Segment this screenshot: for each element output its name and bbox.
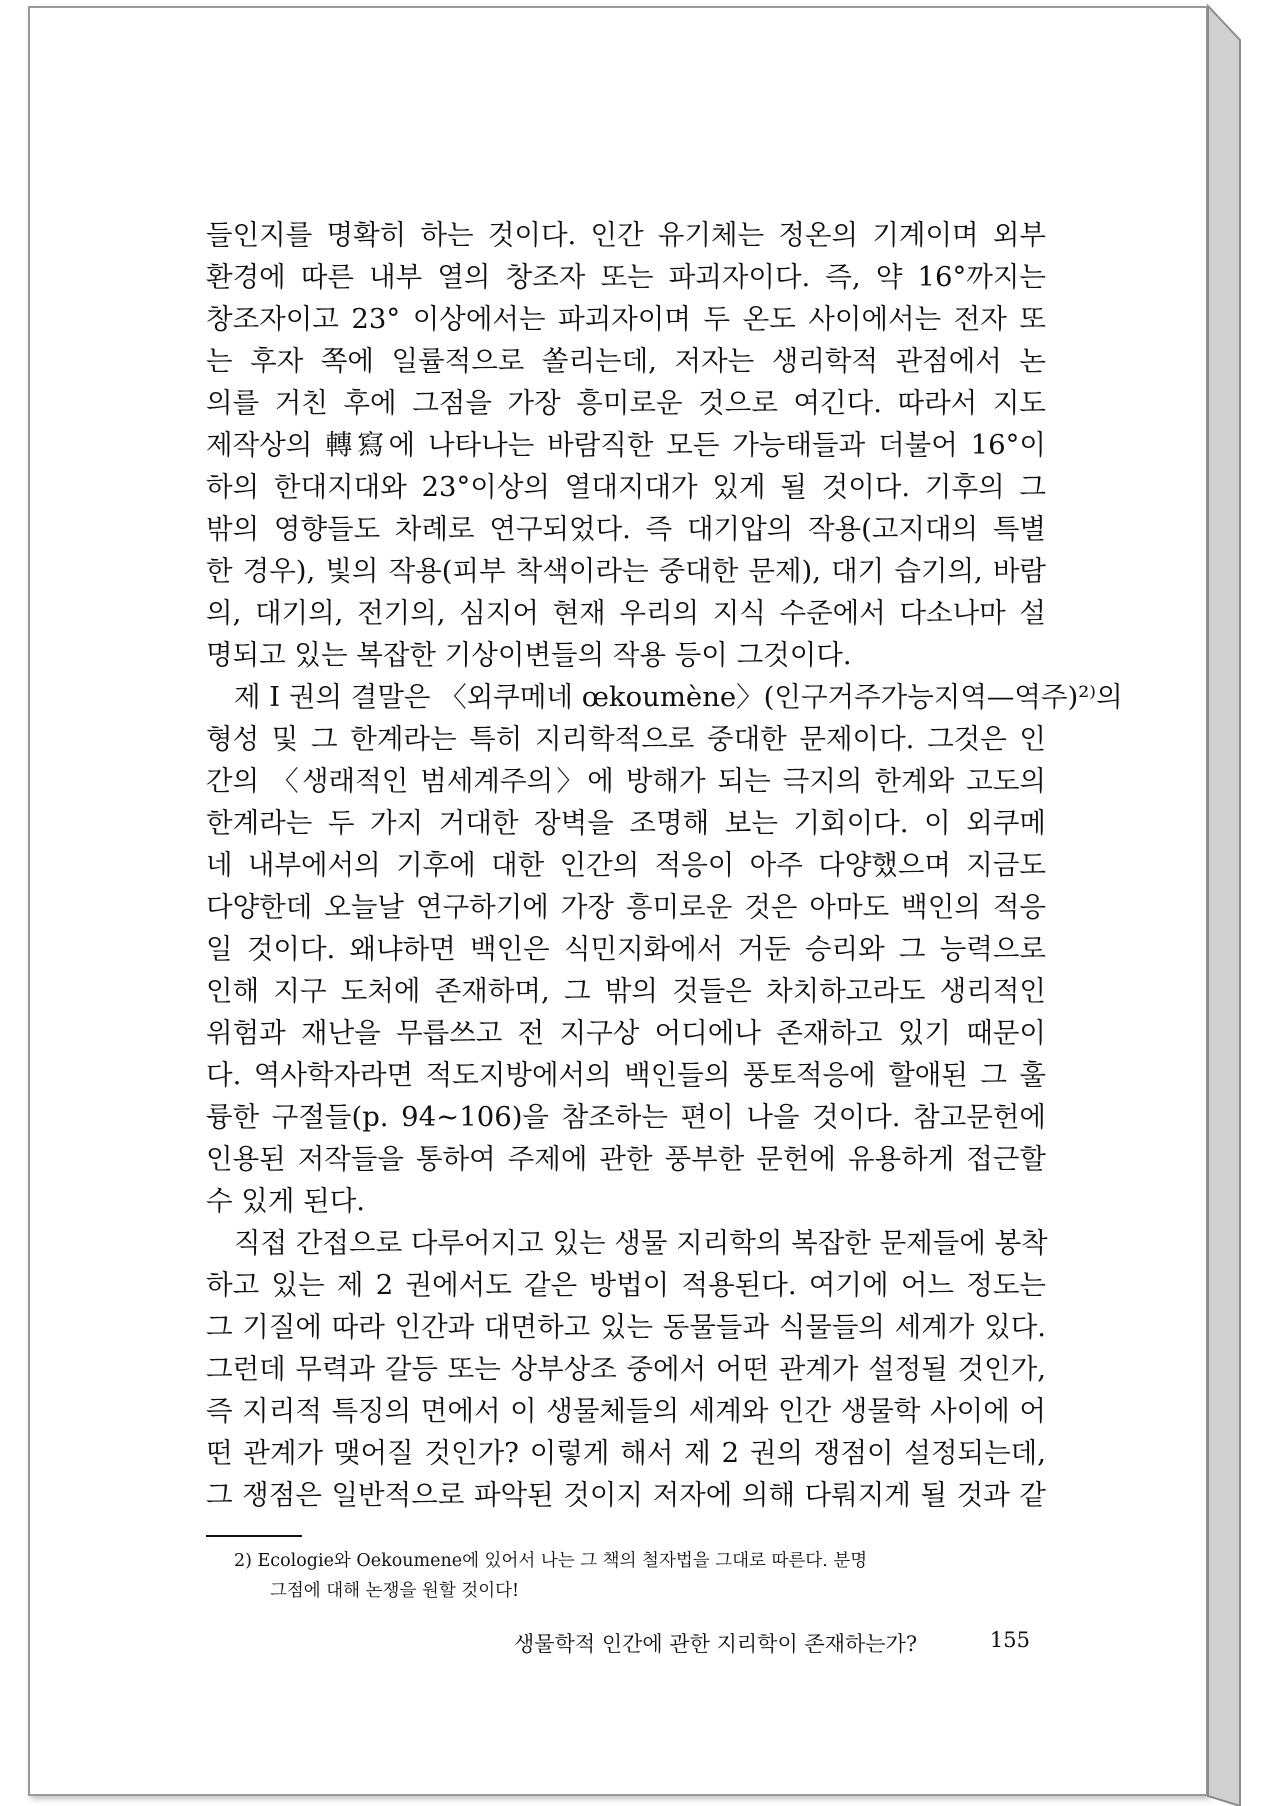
text-line: 떤 관계가 맺어질 것인가? 이렇게 해서 제 2 권의 쟁점이 설정되는데,: [206, 1437, 1046, 1469]
running-title: 생물학적 인간에 관한 지리학이 존재하는가?: [514, 1632, 918, 1656]
text-line: 그 기질에 따라 인간과 대면하고 있는 동물들과 식물들의 세계가 있다.: [206, 1311, 1046, 1343]
text-line: 의를 거친 후에 그점을 가장 흥미로운 것으로 여긴다. 따라서 지도: [206, 387, 1046, 419]
footnote-line: 2) Ecologie와 Oekoumene에 있어서 나는 그 책의 철자법을 그대로 따른다. 분명: [234, 1551, 868, 1571]
text-line: 한 경우), 빛의 작용(피부 착색이라는 중대한 문제), 대기 습기의, 바람: [206, 555, 1046, 587]
text-line: 형성 및 그 한계라는 특히 지리학적으로 중대한 문제이다. 그것은 인: [206, 723, 1046, 755]
text-line: 인해 지구 도처에 존재하며, 그 밖의 것들은 차치하고라도 생리적인: [206, 975, 1046, 1007]
text-line: 한계라는 두 가지 거대한 장벽을 조명해 보는 기회이다. 이 외쿠메: [206, 807, 1046, 839]
text-line: 위험과 재난을 무릅쓰고 전 지구상 어디에나 존재하고 있기 때문이: [206, 1017, 1046, 1049]
text-line: 다. 역사학자라면 적도지방에서의 백인들의 풍토적응에 할애된 그 훌: [206, 1059, 1046, 1091]
text-line: 네 내부에서의 기후에 대한 인간의 적응이 아주 다양했으며 지금도: [206, 849, 1046, 881]
text-line: 륭한 구절들(p. 94~106)을 참조하는 편이 나을 것이다. 참고문헌에: [206, 1101, 1046, 1133]
text-line: 환경에 따른 내부 열의 창조자 또는 파괴자이다. 즉, 약 16°까지는: [206, 261, 1046, 293]
text-line: 다양한데 오늘날 연구하기에 가장 흥미로운 것은 아마도 백인의 적응: [206, 891, 1046, 923]
text-line: 창조자이고 23° 이상에서는 파괴자이며 두 온도 사이에서는 전자 또: [206, 303, 1046, 335]
text-line: 명되고 있는 복잡한 기상이변들의 작용 등이 그것이다.: [206, 639, 852, 671]
text-line: 제 I 권의 결말은 〈외쿠메네 œkoumène〉(인구거주가능지역—역주)²⁾의: [234, 681, 1123, 713]
text-line: 수 있게 된다.: [206, 1185, 366, 1217]
text-line: 의, 대기의, 전기의, 심지어 현재 우리의 지식 수준에서 다소나마 설: [206, 597, 1046, 629]
text-line: 들인지를 명확히 하는 것이다. 인간 유기체는 정온의 기계이며 외부: [206, 219, 1046, 251]
text-line: 하의 한대지대와 23°이상의 열대지대가 있게 될 것이다. 기후의 그: [206, 471, 1046, 503]
text-line: 는 후자 쪽에 일률적으로 쏠리는데, 저자는 생리학적 관점에서 논: [206, 345, 1046, 377]
footnote-line: 그점에 대해 논쟁을 원할 것이다!: [270, 1581, 520, 1601]
text-line: 일 것이다. 왜냐하면 백인은 식민지화에서 거둔 승리와 그 능력으로: [206, 933, 1046, 965]
text-line: 인용된 저작들을 통하여 주제에 관한 풍부한 문헌에 유용하게 접근할: [206, 1143, 1046, 1175]
text-line: 그런데 무력과 갈등 또는 상부상조 중에서 어떤 관계가 설정될 것인가,: [206, 1353, 1046, 1385]
text-line: 밖의 영향들도 차례로 연구되었다. 즉 대기압의 작용(고지대의 특별: [206, 513, 1046, 545]
text-line: 간의 〈생래적인 범세계주의〉에 방해가 되는 극지의 한계와 고도의: [206, 765, 1046, 797]
text-line: 즉 지리적 특징의 면에서 이 생물체들의 세계와 인간 생물학 사이에 어: [206, 1395, 1046, 1427]
text-line: 직접 간접으로 다루어지고 있는 생물 지리학의 복잡한 문제들에 봉착: [234, 1227, 1048, 1259]
page-number: 155: [989, 1628, 1030, 1652]
text-line: 하고 있는 제 2 권에서도 같은 방법이 적용된다. 여기에 어느 정도는: [206, 1269, 1046, 1301]
text-line: 제작상의 轉寫에 나타나는 바람직한 모든 가능태들과 더불어 16°이: [206, 429, 1046, 461]
text-line: 그 쟁점은 일반적으로 파악된 것이지 저자에 의해 다뤄지게 될 것과 같: [206, 1479, 1046, 1511]
